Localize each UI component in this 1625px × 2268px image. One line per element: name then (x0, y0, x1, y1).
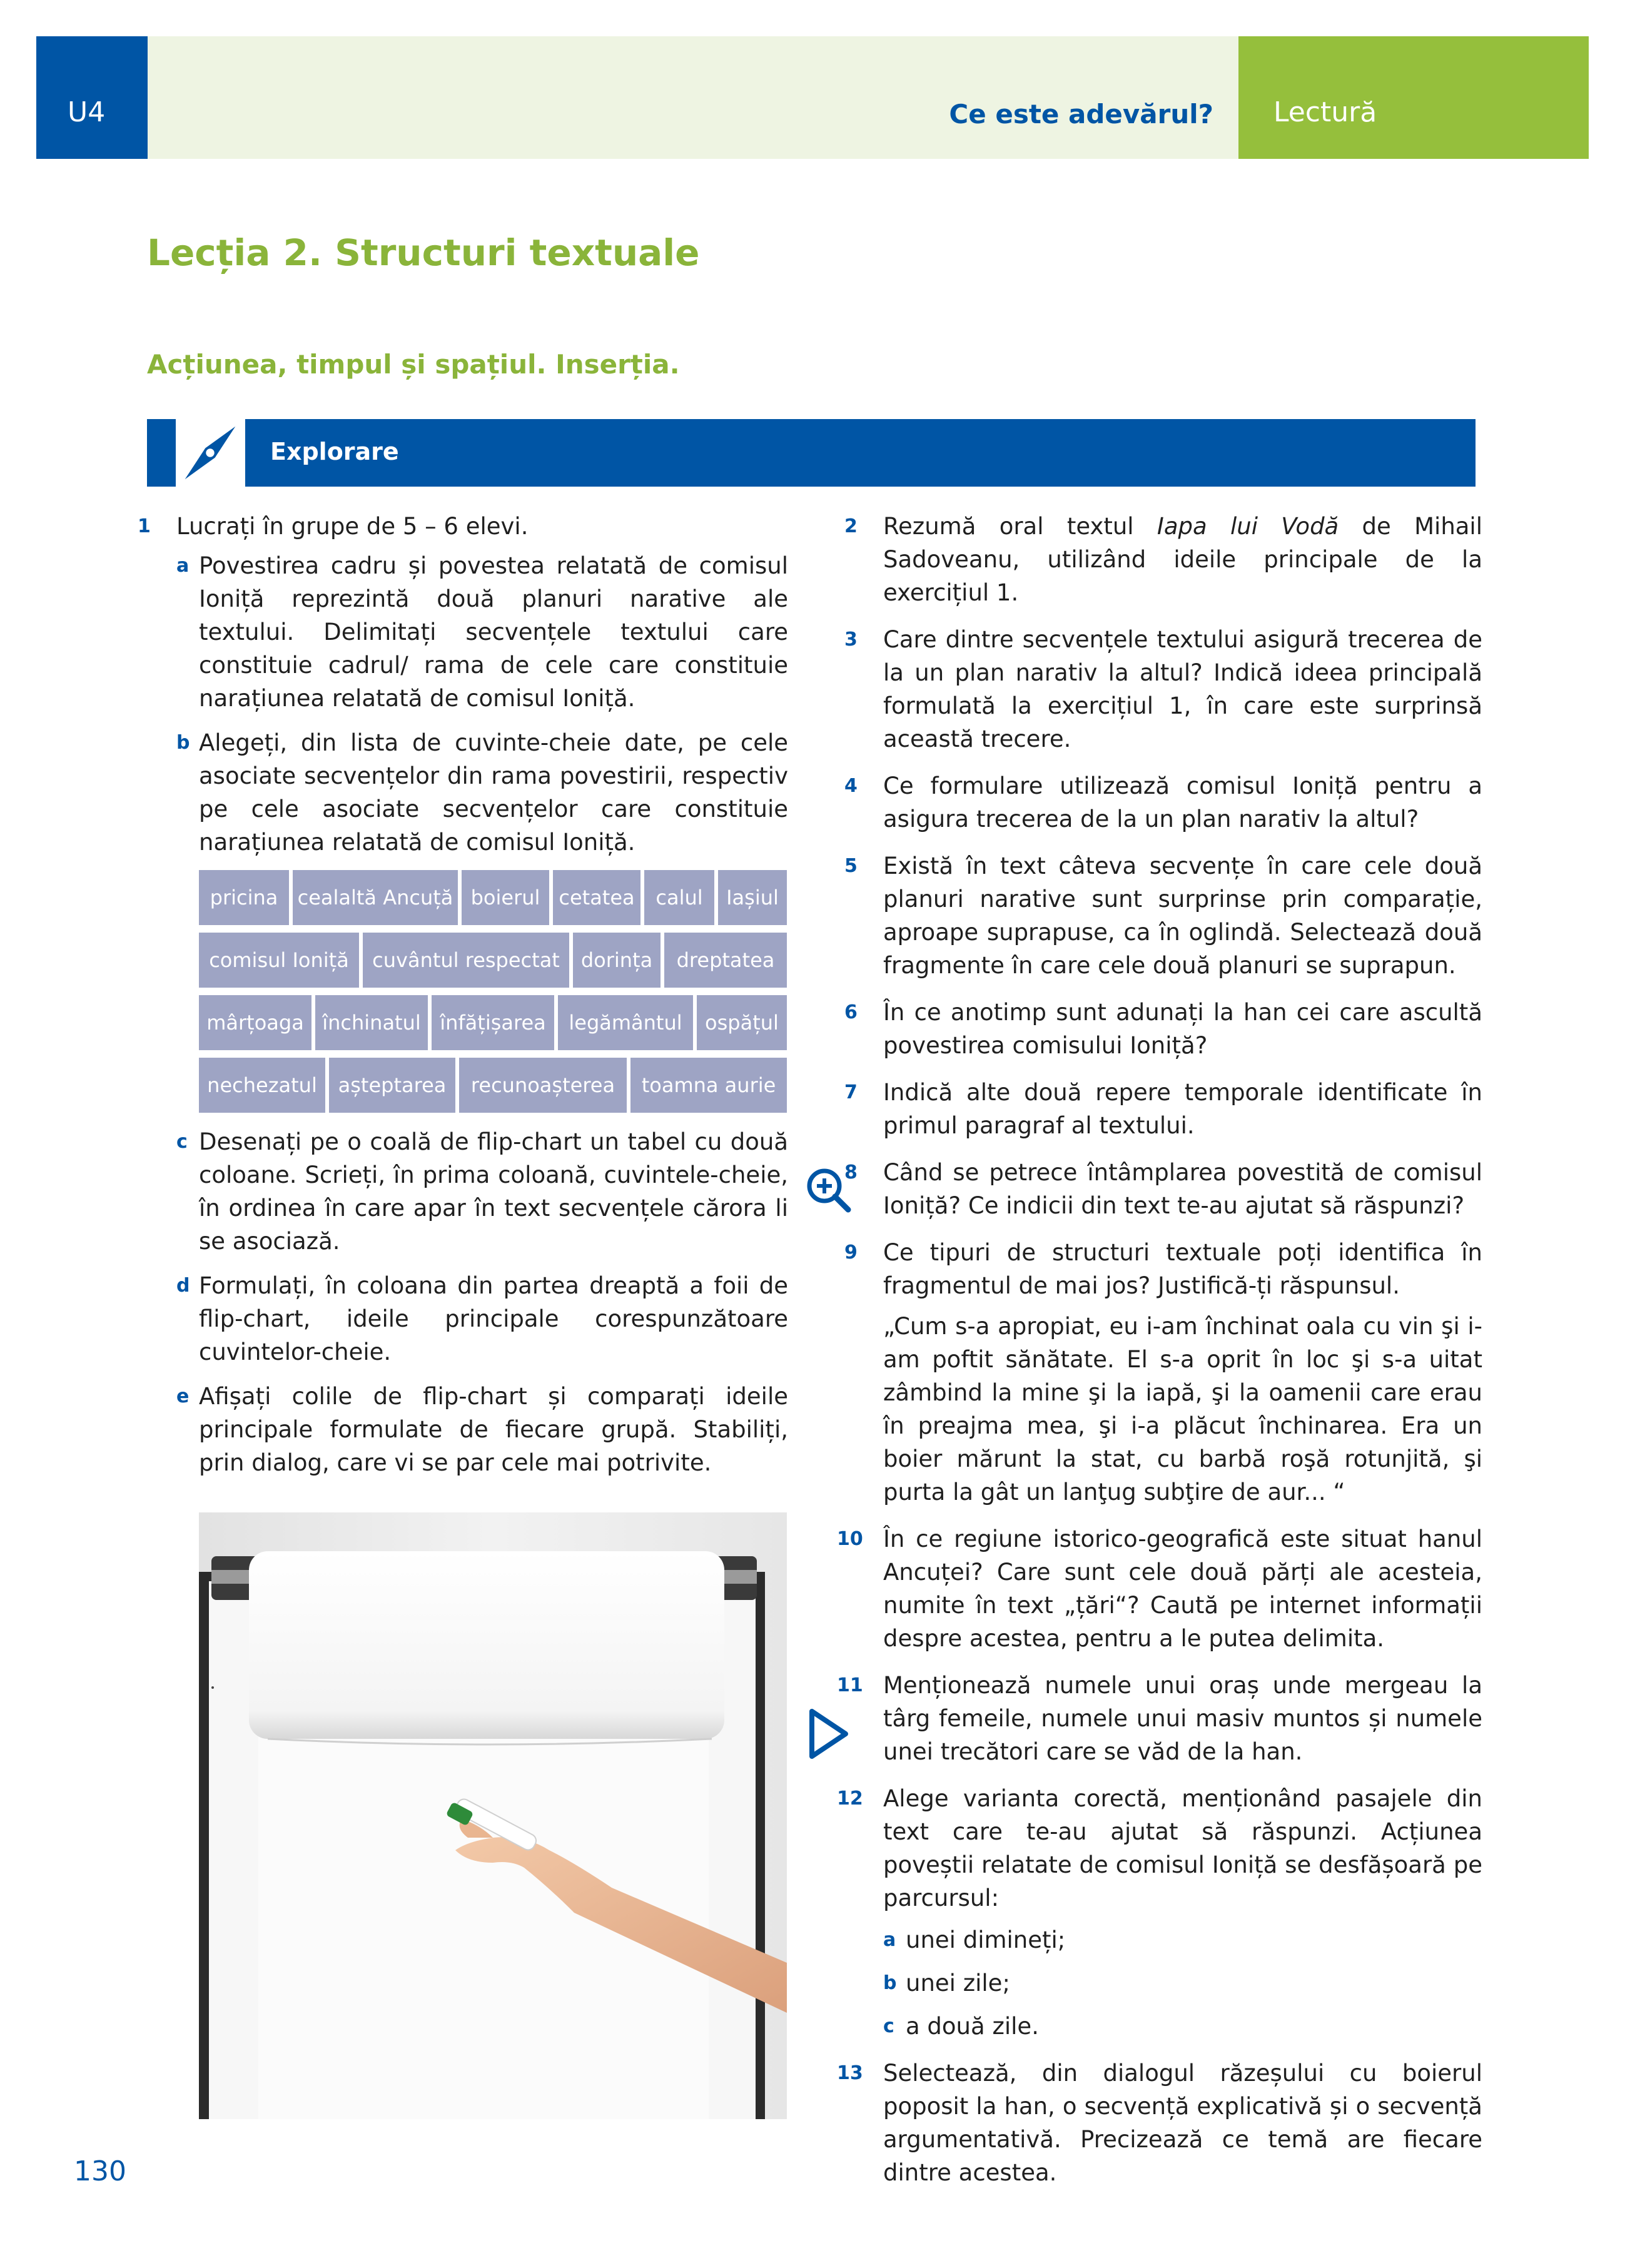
subitem-letter: e (176, 1385, 190, 1407)
exercise-text: Selectează, din dialogul răzeșului cu boierul poposit la han, o secvență explicativă și o secvență argumentativă. Precizează ce temă are fiecare dintre acestea. (883, 2060, 1482, 2186)
exercise-number: 13 (837, 2062, 863, 2084)
header-bar (148, 36, 1238, 159)
subitem-letter: b (176, 732, 190, 754)
exercise-number: 1 (138, 515, 151, 537)
exercise-1b (125, 726, 788, 859)
flipchart-photo (199, 1512, 787, 2119)
exercise-11 (832, 1669, 1482, 1768)
exercise-3 (832, 623, 1482, 756)
subitem-letter: a (176, 555, 190, 577)
option-text: unei zile; (906, 1970, 1010, 1997)
exercise-text: Lucrați în grupe de 5 – 6 elevi. (176, 513, 529, 540)
keyword-row (199, 995, 787, 1050)
subitem-text: Afișați colile de flip-chart și comparați ideile principale formulate de fiecare grupă. Stabiliți, prin dialog, care vi se par cele mai potrivite. (199, 1383, 788, 1476)
exercise-1d (125, 1269, 788, 1369)
compass-icon (180, 423, 240, 483)
exercise-1 (125, 510, 788, 543)
exercise-number: 4 (844, 775, 858, 797)
exercise-number: 5 (844, 855, 858, 877)
section-label: Lectură (1238, 36, 1589, 159)
flipchart-illustration (199, 1512, 787, 2119)
option-b (832, 1967, 1482, 2000)
exercise-number: 9 (844, 1242, 858, 1263)
keyword-chip: cealaltă Ancuță (293, 870, 458, 925)
keyword-chip: dreptatea (664, 933, 787, 988)
keyword-chip: cuvântul respectat (363, 933, 569, 988)
play-icon[interactable] (807, 1708, 851, 1760)
exercise-number: 6 (844, 1001, 858, 1023)
exercise-number: 2 (844, 515, 858, 537)
quote-fragment: „Cum s-a apropiat, eu i-am închinat oala cu vin şi i-am poftit sănătate. El s-a oprit în loc şi s-a uitat zâmbind la mine şi la iapă, şi la oamenii care erau în preajma mea, şi i-a plăcut închinarea. Era un boier mărunt la stat, cu barbă roşă rotunjită, şi purta la gât un lanţug subţire de aur... “ (883, 1313, 1482, 1506)
option-c (832, 2010, 1482, 2043)
keyword-chip: nechezatul (199, 1058, 325, 1113)
exercise-9 (832, 1236, 1482, 1302)
exercise-12 (832, 1782, 1482, 1915)
exercise-number: 12 (837, 1788, 863, 1810)
exercise-10 (832, 1522, 1482, 1655)
exercise-text: Indică alte două repere temporale identificate în primul paragraf al textului. (883, 1079, 1482, 1139)
page-number: 130 (74, 2155, 126, 2187)
subitem-letter: c (176, 1131, 188, 1153)
exercise-text: Care dintre secvențele textului asigură trecerea de la un plan narativ la altul? Indică ideea principală formulată la exercițiul 1, în care este surprinsă această trecere. (883, 626, 1482, 752)
keyword-chip: cetatea (553, 870, 640, 925)
keyword-row (199, 870, 787, 925)
exercise-7 (832, 1076, 1482, 1142)
exercise-number: 7 (844, 1081, 858, 1103)
keyword-chip: Iașiul (718, 870, 787, 925)
keyword-chip: mârțoaga (199, 995, 311, 1050)
unit-title: Ce este adevărul? (949, 99, 1213, 129)
exercise-text-part: Rezumă oral textul (883, 513, 1157, 540)
exercise-6 (832, 996, 1482, 1062)
subitem-text: Povestirea cadru și povestea relatată de comisul Ioniță reprezintă două planuri narative ale textului. Delimitați secvențele textului care constituie cadrul/ rama de cele care constituie narațiunea relatată de comisul Ioniță. (199, 552, 788, 712)
unit-label: U4 (36, 36, 148, 159)
exercise-number: 8 (844, 1162, 858, 1183)
option-letter: a (883, 1929, 896, 1951)
subitem-letter: d (176, 1275, 190, 1297)
exercise-text: Alege varianta corectă, menționând pasajele din text care te-au ajutat să răspunzi. Acțiunea poveștii relatate de comisul Ioniță se desfășoară pe parcursul: (883, 1785, 1482, 1911)
zoom-in-icon[interactable] (803, 1165, 853, 1215)
exercise-5 (832, 849, 1482, 982)
exercise-text: Menționează numele unui oraș unde mergeau la târg femeile, numele unui masiv muntos și numele unei trecători care se văd de la han. (883, 1672, 1482, 1765)
keyword-chip: închinatul (315, 995, 428, 1050)
exercise-13 (832, 2057, 1482, 2189)
exercise-number: 10 (837, 1528, 863, 1550)
lesson-subtitle: Acțiunea, timpul și spațiul. Inserția. (147, 349, 680, 380)
keyword-chip: pricina (199, 870, 289, 925)
option-letter: b (883, 1972, 897, 1994)
keyword-chip: calul (644, 870, 714, 925)
option-text: a două zile. (906, 2013, 1039, 2040)
exercise-1c (125, 1125, 788, 1258)
exercise-8 (832, 1156, 1482, 1222)
exercise-number: 3 (844, 629, 858, 651)
lesson-title: Lecția 2. Structuri textuale (147, 231, 700, 274)
keyword-chip: boierul (462, 870, 549, 925)
keyword-row (199, 1058, 787, 1113)
exercise-text: Ce formulare utilizează comisul Ioniță pentru a asigura trecerea de la un plan narativ la altul? (883, 772, 1482, 833)
option-a (832, 1923, 1482, 1957)
exercise-text-part: de Mihail Sadoveanu, utilizând ideile principale de la exercițiul 1. (883, 513, 1482, 606)
explorare-strip (147, 419, 176, 487)
exercise-number: 11 (837, 1674, 863, 1696)
exercise-4 (832, 769, 1482, 836)
option-letter: c (883, 2015, 894, 2037)
keyword-chip: comisul Ioniță (199, 933, 359, 988)
keyword-grid (199, 870, 787, 1113)
left-column (125, 510, 788, 1491)
keyword-row (199, 933, 787, 988)
exercise-text: Există în text câteva secvențe în care cele două planuri narative sunt surprinse prin comparație, aproape suprapuse, ca în oglindă. Selectează două fragmente în care cele două planuri se suprapun. (883, 853, 1482, 979)
keyword-chip: dorința (573, 933, 661, 988)
keyword-chip: așteptarea (329, 1058, 455, 1113)
subitem-text: Desenați pe o coală de flip-chart un tabel cu două coloane. Scrieți, în prima coloană, cuvintele-cheie, în ordinea în care apar în text secvențele cărora li se asociază. (199, 1128, 788, 1255)
right-column (832, 510, 1482, 2203)
keyword-chip: toamna aurie (630, 1058, 787, 1113)
exercise-2 (832, 510, 1482, 609)
exercise-text: Când se petrece întâmplarea povestită de comisul Ioniță? Ce indicii din text te-au ajutat să răspunzi? (883, 1159, 1482, 1219)
explorare-header: Explorare (245, 419, 1476, 487)
keyword-chip: înfățișarea (432, 995, 554, 1050)
exercise-text: În ce regiune istorico-geografică este situat hanul Ancuței? Care sunt cele două părți ale acesteia, numite în text „țări“? Caută pe internet informații despre acestea, pentru a le putea delimita. (883, 1526, 1482, 1652)
exercise-text: Ce tipuri de structuri textuale poți identifica în fragmentul de mai jos? Justifică-ți răspunsul. (883, 1239, 1482, 1299)
option-text: unei dimineți; (906, 1926, 1066, 1953)
keyword-chip: legământul (558, 995, 693, 1050)
keyword-chip: recunoașterea (459, 1058, 627, 1113)
exercise-1a (125, 549, 788, 715)
exercise-text: În ce anotimp sunt adunați la han cei care ascultă povestirea comisului Ioniță? (883, 999, 1482, 1059)
subitem-text: Formulați, în coloana din partea dreaptă a foii de flip-chart, ideile principale corespunzătoare cuvintelor-cheie. (199, 1272, 788, 1365)
exercise-1e (125, 1380, 788, 1479)
book-title: Iapa lui Vodă (1157, 513, 1339, 540)
subitem-text: Alegeți, din lista de cuvinte-cheie date, pe cele asociate secvențelor din rama povestirii, respectiv pe cele asociate secvențelor care constituie narațiunea relatată de comisul Ioniță. (199, 729, 788, 856)
keyword-chip: ospățul (697, 995, 787, 1050)
